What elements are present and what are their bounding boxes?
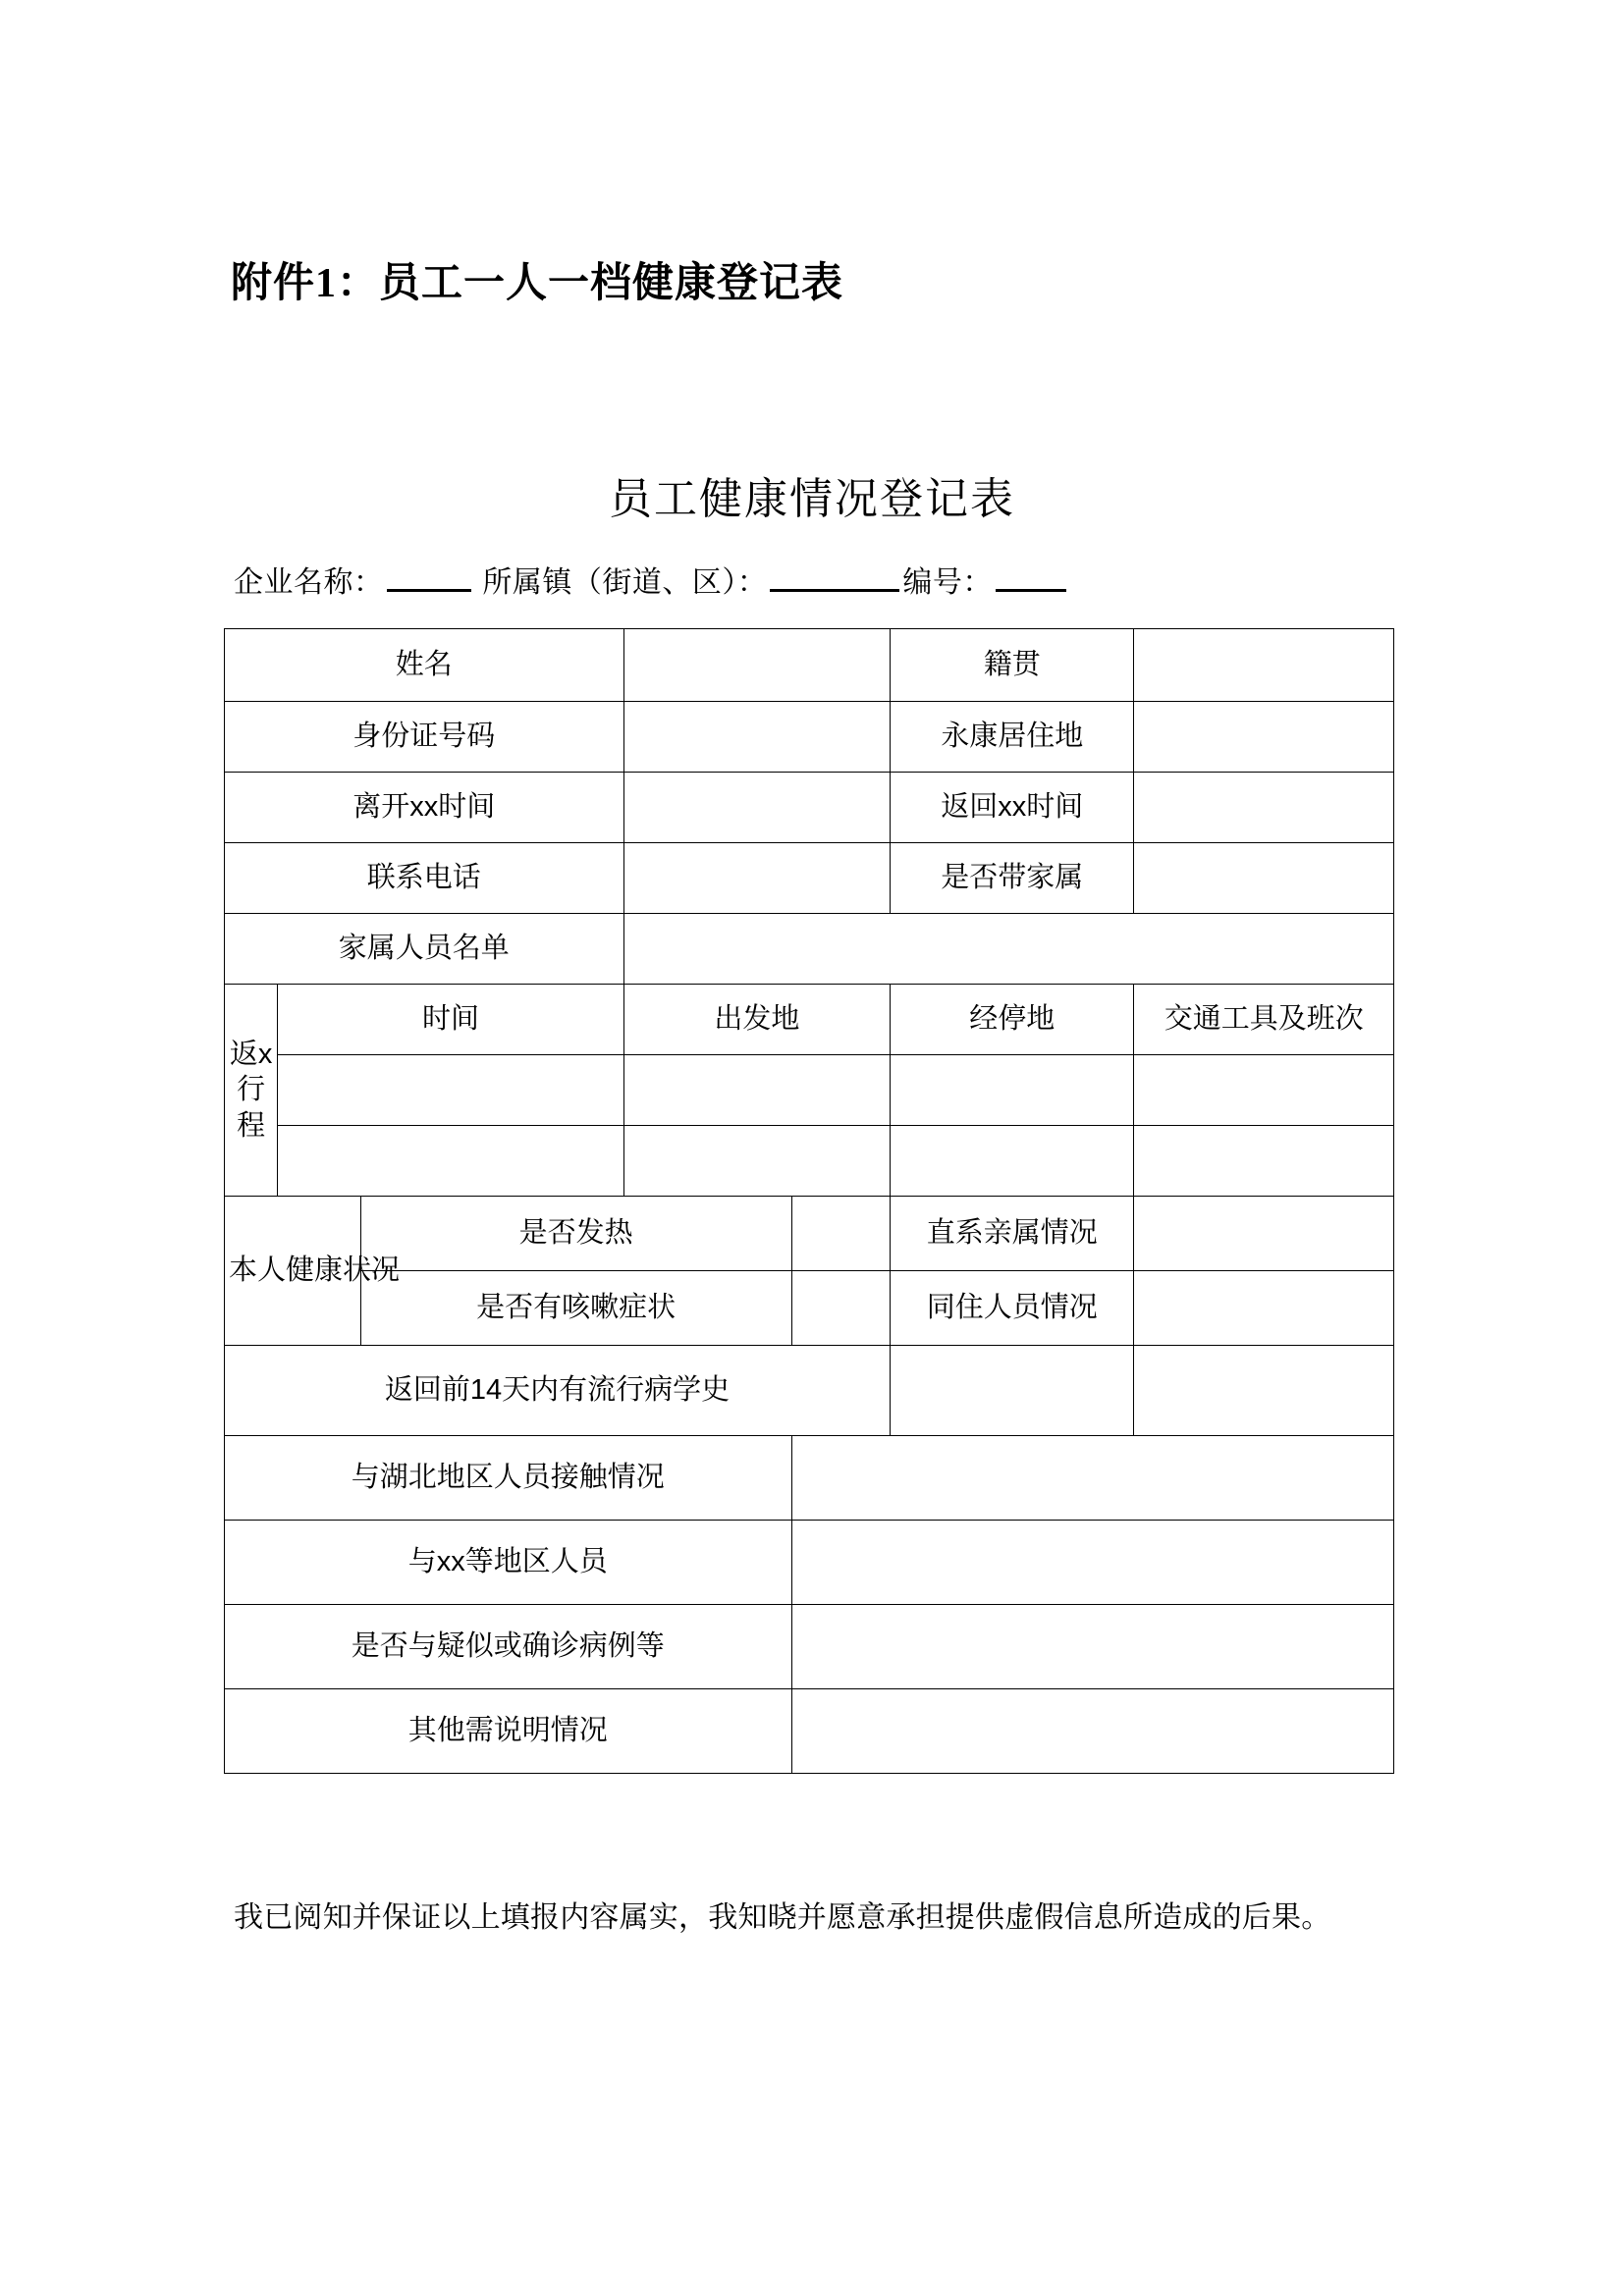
declaration-text: 我已阅知并保证以上填报内容属实，我知晓并愿意承担提供虚假信息所造成的后果。 (234, 1901, 1331, 1934)
field-residence[interactable] (1134, 702, 1394, 773)
label-residence: 永康居住地 (891, 702, 1134, 773)
field-travel-time-1[interactable] (278, 1055, 623, 1126)
column-header-stops: 经停地 (891, 985, 1134, 1055)
label-family-list: 家属人员名单 (225, 914, 624, 985)
field-travel-transport-1[interactable] (1134, 1055, 1394, 1126)
form-header-line (234, 558, 1069, 601)
field-return-time[interactable] (1134, 773, 1394, 843)
label-own-health-status: 本人健康状况 (225, 1197, 361, 1346)
label-phone: 联系电话 (225, 843, 624, 914)
table-row-other-region-contact (225, 1521, 1394, 1605)
table-row-phone (225, 843, 1394, 914)
label-cough: 是否有咳嗽症状 (360, 1271, 791, 1346)
serial-number-label: 编号： (902, 566, 993, 599)
travel-label-line-2: 行 (237, 1074, 266, 1106)
field-leave-time[interactable] (623, 773, 890, 843)
column-header-origin: 出发地 (623, 985, 890, 1055)
label-immediate-relatives: 直系亲属情况 (891, 1197, 1134, 1271)
table-row-epidemiology (225, 1346, 1394, 1436)
table-row-health-cough (225, 1271, 1394, 1346)
table-row-other-notes (225, 1689, 1394, 1774)
table-row-name (225, 629, 1394, 702)
field-travel-stops-2[interactable] (891, 1126, 1134, 1197)
column-header-time: 时间 (278, 985, 623, 1055)
table-row-travel-2 (225, 1126, 1394, 1197)
field-name[interactable] (623, 629, 890, 702)
field-fever[interactable] (791, 1197, 890, 1271)
field-travel-stops-1[interactable] (891, 1055, 1134, 1126)
field-phone[interactable] (623, 843, 890, 914)
label-fever: 是否发热 (360, 1197, 791, 1271)
field-other-region-contact[interactable] (791, 1521, 1393, 1605)
label-hubei-contact: 与湖北地区人员接触情况 (225, 1436, 792, 1521)
table-row-id (225, 702, 1394, 773)
table-row-departure-time (225, 773, 1394, 843)
field-case-contact[interactable] (791, 1605, 1393, 1689)
table-row-health-fever (225, 1197, 1394, 1271)
field-other-notes[interactable] (791, 1689, 1393, 1774)
label-name: 姓名 (225, 629, 624, 702)
field-family-list[interactable] (623, 914, 1393, 985)
page-title: 员工健康情况登记表 (609, 475, 1015, 523)
column-header-transport: 交通工具及班次 (1134, 985, 1394, 1055)
label-epidemiological-history: 返回前14天内有流行病学史 (225, 1346, 891, 1436)
label-leave-time: 离开xx时间 (225, 773, 624, 843)
serial-number-blank[interactable] (996, 561, 1066, 592)
field-with-family[interactable] (1134, 843, 1394, 914)
field-immediate-relatives[interactable] (1134, 1197, 1394, 1271)
table-row-family-list (225, 914, 1394, 985)
enterprise-name-label: 企业名称： (234, 566, 384, 599)
table-row-travel-header (225, 985, 1394, 1055)
field-travel-transport-2[interactable] (1134, 1126, 1394, 1197)
health-registration-table (224, 628, 1394, 1774)
table-row-case-contact (225, 1605, 1394, 1689)
field-id-number[interactable] (623, 702, 890, 773)
field-cohabitants[interactable] (1134, 1271, 1394, 1346)
label-id-number: 身份证号码 (225, 702, 624, 773)
field-travel-origin-1[interactable] (623, 1055, 890, 1126)
table-row-hubei-contact (225, 1436, 1394, 1521)
field-hometown[interactable] (1134, 629, 1394, 702)
attachment-heading: 附件1：员工一人一档健康登记表 (231, 261, 844, 306)
label-other-region-contact: 与xx等地区人员 (225, 1521, 792, 1605)
label-case-contact: 是否与疑似或确诊病例等 (225, 1605, 792, 1689)
label-return-time: 返回xx时间 (891, 773, 1134, 843)
travel-label-line-3: 程 (237, 1109, 266, 1142)
field-travel-time-2[interactable] (278, 1126, 623, 1197)
travel-label-line-1: 返x (229, 1039, 273, 1071)
label-hometown: 籍贯 (891, 629, 1134, 702)
field-hubei-contact[interactable] (791, 1436, 1393, 1521)
field-epidemiological-history-extra[interactable] (1134, 1346, 1394, 1436)
town-blank[interactable] (770, 561, 899, 592)
label-cohabitants: 同住人员情况 (891, 1271, 1134, 1346)
table-row-travel-1 (225, 1055, 1394, 1126)
enterprise-name-blank[interactable] (387, 561, 471, 592)
label-with-family: 是否带家属 (891, 843, 1134, 914)
field-travel-origin-2[interactable] (623, 1126, 890, 1197)
label-other-notes: 其他需说明情况 (225, 1689, 792, 1774)
field-cough[interactable] (791, 1271, 890, 1346)
label-travel-itinerary (225, 985, 278, 1197)
town-label: 所属镇（街道、区）： (482, 566, 768, 599)
field-epidemiological-history[interactable] (891, 1346, 1134, 1436)
